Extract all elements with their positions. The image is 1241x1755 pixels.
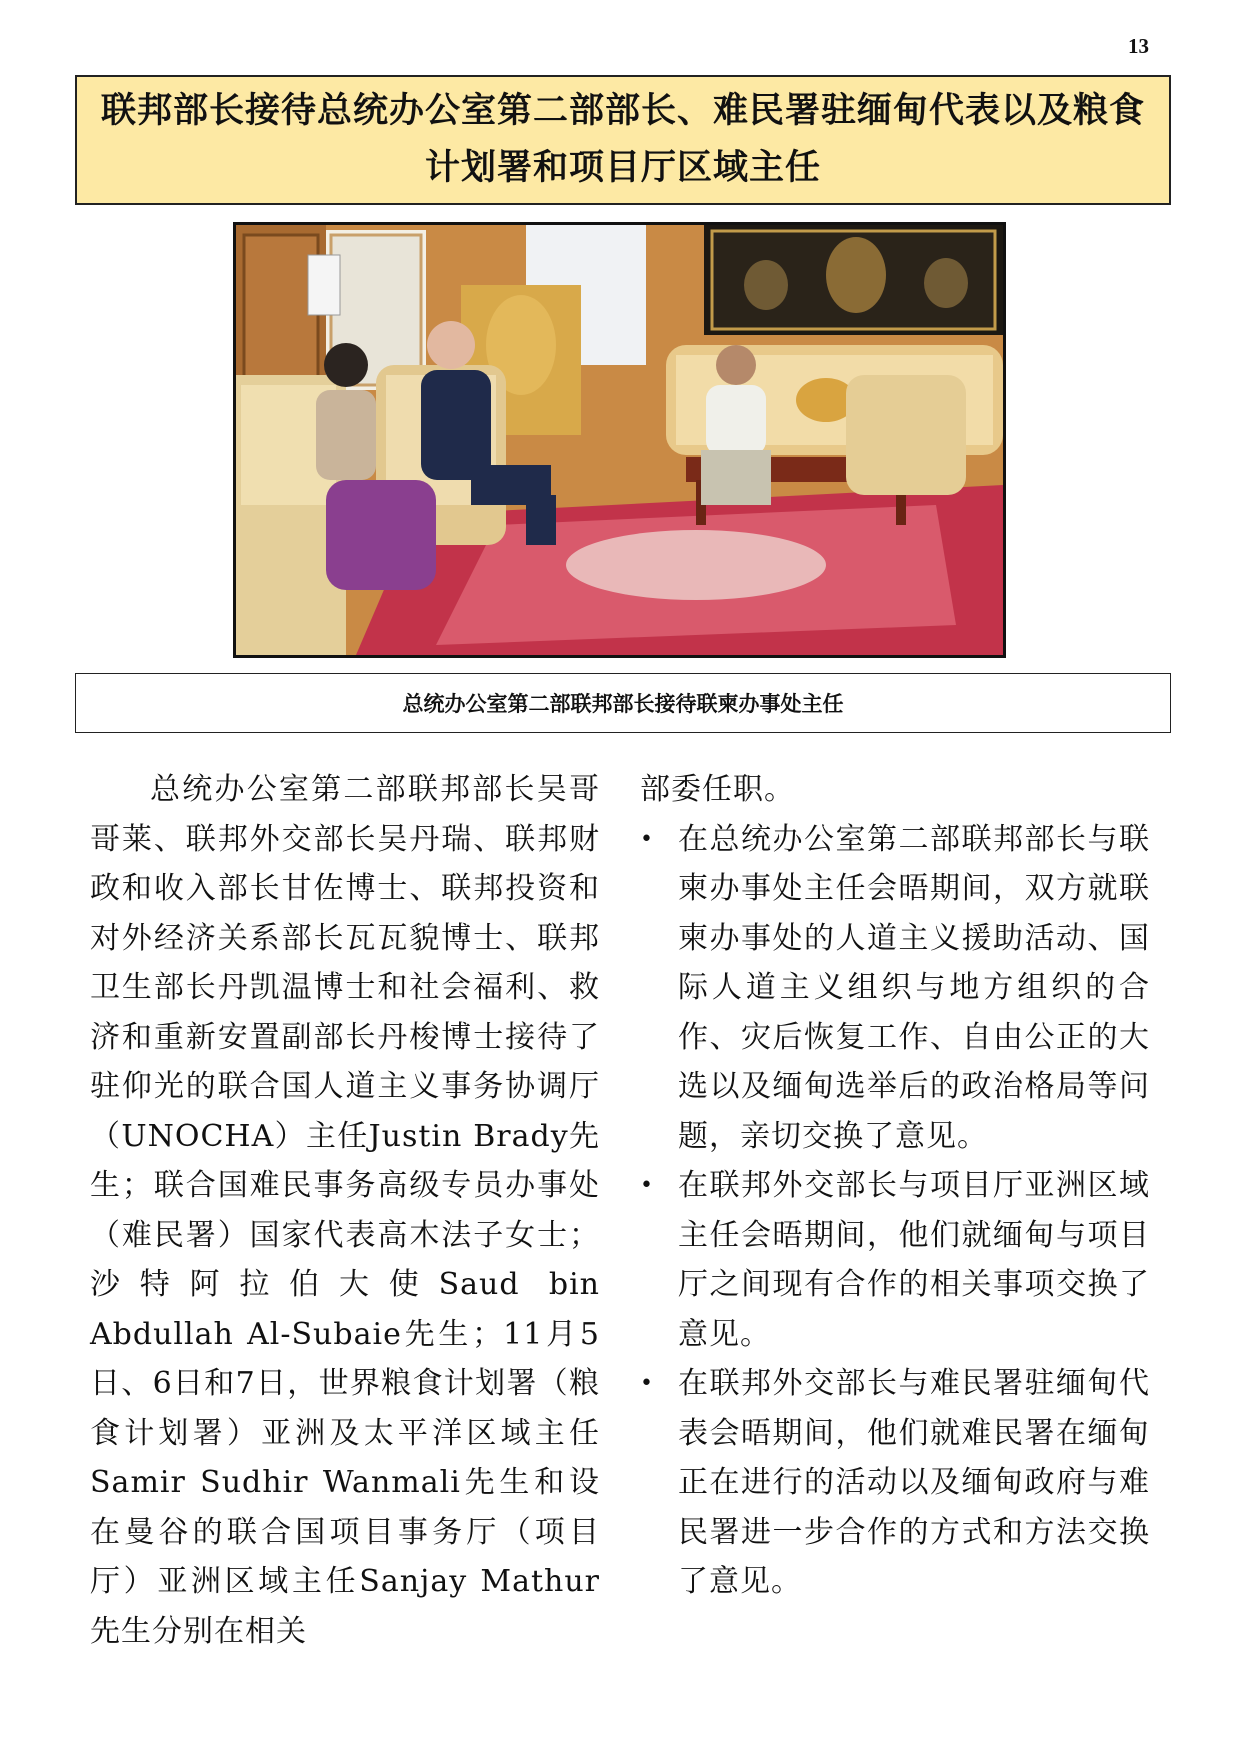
caption-box: [75, 673, 1171, 733]
list-item: [640, 1359, 1150, 1607]
list-item: [640, 1161, 1150, 1359]
bullet-text: 在总统办公室第二部联邦部长与联柬办事处主任会晤期间，双方就联柬办事处的人道主义援助活动、国际人道主义组织与地方组织的合作、灾后恢复工作、自由公正的大选以及缅甸选举后的政治格局等问题，亲切交换了意见。: [678, 821, 1150, 1154]
page-number: 13: [1128, 34, 1149, 58]
left-column: [90, 765, 600, 1656]
bullet-text: 在联邦外交部长与难民署驻缅甸代表会晤期间，他们就难民署在缅甸正在进行的活动以及缅甸政府与难民署进一步合作的方式和方法交换了意见。: [678, 1366, 1150, 1599]
headline-box: [75, 75, 1171, 205]
bullet-marker: •: [640, 826, 654, 852]
right-column: [640, 765, 1150, 1607]
meeting-photo-illustration: [236, 225, 1003, 655]
meeting-photo: [233, 222, 1006, 658]
headline: 联邦部长接待总统办公室第二部部长、难民署驻缅甸代表以及粮食计划署和项目厅区域主任: [100, 91, 1145, 188]
bullet-marker: •: [640, 1371, 654, 1396]
body-paragraph: 总统办公室第二部联邦部长吴哥哥莱、联邦外交部长吴丹瑞、联邦财政和收入部长甘佐博士、联邦投资和对外经济关系部长瓦瓦貌博士、联邦卫生部长丹凯温博士和社会福利、救济和重新安置副部长丹梭博士接待了驻仰光的联合国人道主义事务协调厅（UNOCHA）主任Justin Brady先生；联合国难民事务高级专员办事处（难民署）国家代表高木法子女士；沙特阿拉伯大使Saud bin Abdullah Al-Subaie先生；11月5日、6日和7日，世界粮食计划署（粮食计划署）亚洲及太平洋区域主任Samir Sudhir Wanmali先生和设在曼谷的联合国项目事务厅（项目厅）亚洲区域主任Sanjay Mathur先生分别在相关: [90, 772, 600, 1649]
bullet-text: 在联邦外交部长与项目厅亚洲区域主任会晤期间，他们就缅甸与项目厅之间现有合作的相关事项交换了意见。: [678, 1168, 1150, 1352]
paragraph-continuation: 部委任职。: [640, 772, 795, 807]
bullet-list: [640, 815, 1150, 1607]
list-item: [640, 815, 1150, 1162]
bullet-marker: •: [640, 1173, 654, 1198]
photo-caption: 总统办公室第二部联邦部长接待联柬办事处主任: [402, 692, 844, 716]
